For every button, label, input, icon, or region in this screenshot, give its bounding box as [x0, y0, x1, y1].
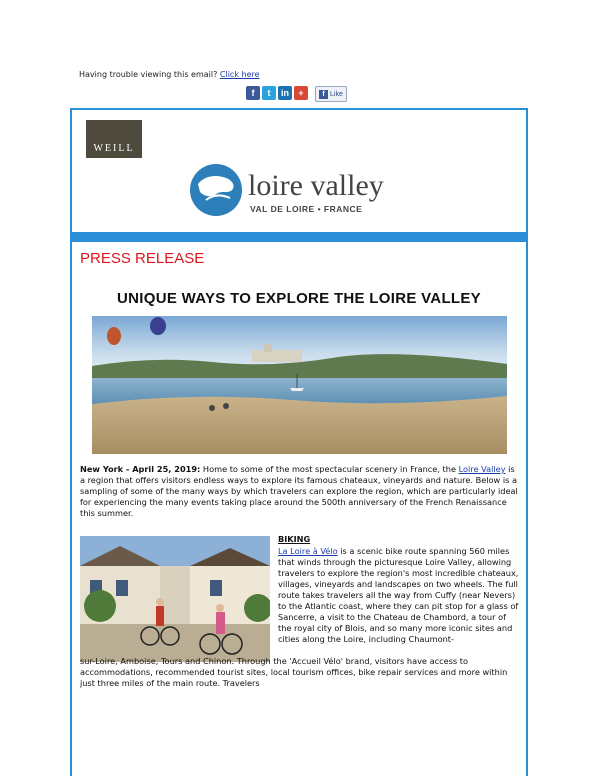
intro-text-1: Home to some of the most spectacular scenery in France, the — [200, 464, 459, 474]
logo-subtitle: VAL DE LOIRE • FRANCE — [250, 204, 363, 214]
social-share-bar — [246, 86, 308, 100]
google-plus-icon[interactable]: + — [294, 86, 308, 100]
biking-heading: BIKING — [278, 534, 311, 544]
weill-logo: WEILL — [86, 120, 142, 158]
facebook-icon[interactable]: f — [246, 86, 260, 100]
loire-valley-link[interactable]: Loire Valley — [458, 464, 506, 474]
email-frame — [70, 108, 528, 776]
like-label: Like — [330, 90, 343, 98]
header-divider-bar — [72, 232, 526, 242]
headline: UNIQUE WAYS TO EXPLORE THE LOIRE VALLEY — [117, 290, 481, 307]
twitter-icon[interactable]: t — [262, 86, 276, 100]
biking-text: is a scenic bike route spanning 560 miles that winds through the picturesque Loire Valley, allowing travelers to explore the region's most incredible chateaux, villages, vineyards and landscapes on two wheels. The full route takes travelers all the way from Cuffy (near Nevers) to the Atlantic coast, where they can pit stop for a glass of Sancerre, a visit to the Chateau de Chambord, a tour of the royal city of Blois, and so many more iconic sites and cities along the Loire, including Chaumont- — [278, 546, 519, 644]
cyclists-village-image — [80, 536, 270, 662]
biking-paragraph — [278, 546, 520, 645]
loire-river-hero-image — [92, 316, 507, 454]
facebook-like-button[interactable] — [315, 86, 347, 102]
trouble-text: Having trouble viewing this email? — [79, 70, 218, 79]
facebook-small-icon: f — [319, 90, 328, 99]
biking-paragraph-continued: sur-Loire, Amboise, Tours and Chinon. Through the 'Accueil Vélo' brand, visitors have access to accommodations, recommended tourist sites, local tourism offices, bike repair services and more within just three miles of the main route. Travelers — [80, 656, 508, 688]
click-here-link[interactable]: Click here — [219, 70, 260, 79]
intro-paragraph — [80, 464, 520, 519]
logo-title: loire valley — [248, 169, 384, 202]
intro-dateline: New York - April 25, 2019: — [80, 464, 201, 474]
loire-a-velo-link[interactable]: La Loire à Vélo — [278, 546, 338, 556]
press-release-label: PRESS RELEASE — [80, 250, 205, 267]
loire-valley-logo — [186, 162, 416, 224]
intro-text-2: is a region that offers visitors endless ways to explore its famous chateaux, vineyards and nature. Below is a sampling of some of the many ways by which travelers can explore the region, which are particularly ideal for experiencing the many events taking place around the 500th anniversary of the French Renaissance this summer. — [80, 464, 518, 518]
linkedin-icon[interactable]: in — [278, 86, 292, 100]
trouble-viewing-line — [79, 70, 260, 79]
